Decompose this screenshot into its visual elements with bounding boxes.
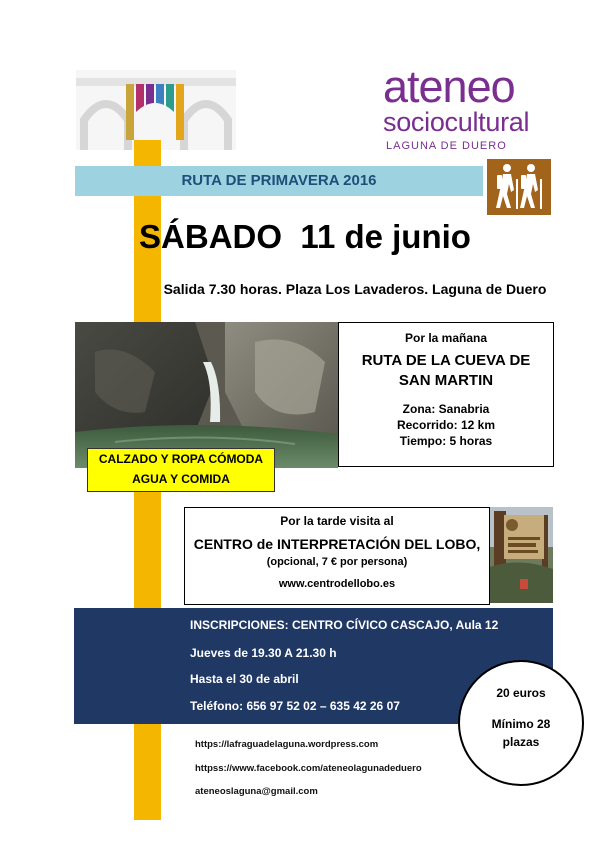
price-circle	[458, 660, 584, 786]
morning-route-title-line-1: RUTA DE LA CUEVA DE	[361, 352, 531, 369]
registration-hours: Jueves de 19.30 A 21.30 h	[190, 646, 337, 660]
logo-ateneo-text: ateneo	[383, 61, 515, 112]
afternoon-visit-title: CENTRO de INTERPRETACIÓN DEL LOBO,	[193, 536, 481, 552]
minimum-line-2: plazas	[502, 735, 540, 749]
hikers-icon	[487, 159, 551, 215]
facebook-link[interactable]: httpss://www.facebook.com/ateneolagunadeduero	[195, 763, 422, 774]
logo-sociocultural-text: sociocultural	[383, 107, 530, 137]
ruta-banner-text: RUTA DE PRIMAVERA 2016	[181, 172, 377, 189]
route-time: Tiempo: 5 horas	[399, 434, 493, 448]
morning-route-details	[339, 401, 553, 449]
registration-title: INSCRIPCIONES: CENTRO CÍVICO CASCAJO, Aula 12	[190, 618, 499, 632]
afternoon-visit-optional: (opcional, 7 € por persona)	[266, 556, 408, 568]
morning-route-box	[338, 322, 554, 467]
event-day: SÁBADO	[139, 218, 283, 255]
event-date	[0, 218, 610, 256]
morning-route-title-line-2: SAN MARTIN	[398, 372, 494, 389]
waterfall-photo	[75, 322, 338, 468]
morning-label: Por la mañana	[404, 331, 488, 345]
route-zone: Zona: Sanabria	[402, 402, 490, 416]
ateneo-building-logo-icon	[76, 70, 236, 150]
logo-subtitle: LAGUNA DE DUERO	[386, 140, 507, 152]
minimum-line-1: Mínimo 28	[491, 717, 551, 731]
wolf-center-website-link[interactable]: www.centrodellobo.es	[278, 578, 396, 590]
route-distance: Recorrido: 12 km	[396, 418, 496, 432]
registration-phone: Teléfono: 656 97 52 02 – 635 42 26 07	[190, 699, 400, 713]
price-amount: 20 euros	[496, 686, 546, 700]
email-link[interactable]: ateneoslaguna@gmail.com	[195, 786, 318, 797]
equipment-line-1: CALZADO Y ROPA CÓMODA	[98, 452, 264, 466]
afternoon-visit-box	[184, 507, 490, 605]
blog-link[interactable]: https://lafraguadelaguna.wordpress.com	[195, 739, 379, 750]
morning-route-title	[339, 351, 553, 391]
registration-deadline: Hasta el 30 de abril	[190, 672, 299, 686]
equipment-notice	[87, 448, 275, 492]
equipment-line-2: AGUA Y COMIDA	[132, 472, 230, 486]
wolf-center-sign-photo	[490, 507, 553, 603]
departure-info: Salida 7.30 horas. Plaza Los Lavaderos. Laguna de Duero	[163, 281, 547, 297]
event-day-date: 11 de junio	[300, 218, 471, 255]
minimum-participants	[460, 715, 582, 751]
afternoon-label: Por la tarde visita al	[280, 514, 394, 528]
ruta-banner	[75, 166, 483, 196]
